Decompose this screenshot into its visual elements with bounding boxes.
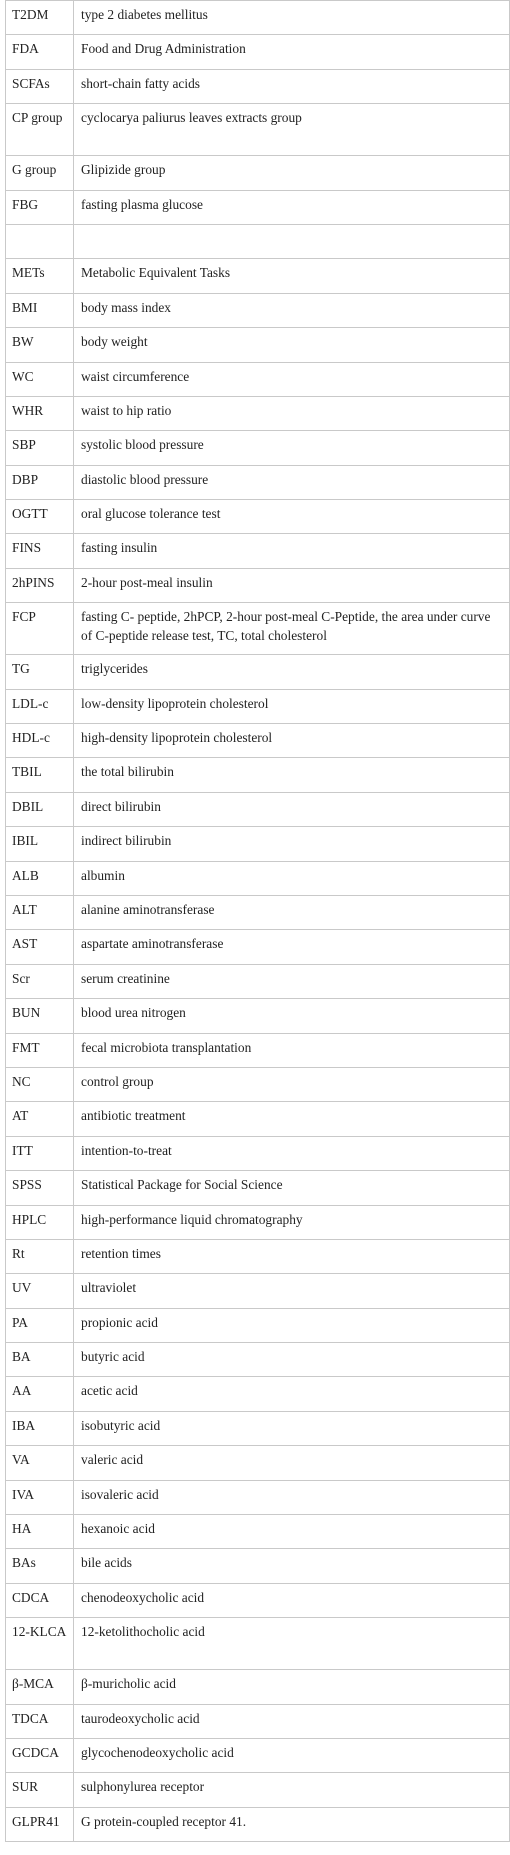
table-row — [6, 1549, 510, 1583]
abbreviation-cell: CDCA — [6, 1583, 74, 1617]
definition-cell — [74, 224, 510, 258]
definition-cell: triglycerides — [74, 655, 510, 689]
table-row — [6, 293, 510, 327]
definition-cell: diastolic blood pressure — [74, 465, 510, 499]
abbreviation-cell — [6, 224, 74, 258]
definition-cell: alanine aminotransferase — [74, 895, 510, 929]
table-row — [6, 1446, 510, 1480]
definition-cell: 2-hour post-meal insulin — [74, 568, 510, 602]
table-row — [6, 1239, 510, 1273]
definition-cell: oral glucose tolerance test — [74, 500, 510, 534]
abbreviations-table-container — [5, 0, 510, 1842]
definition-cell: Statistical Package for Social Science — [74, 1171, 510, 1205]
definition-cell: aspartate aminotransferase — [74, 930, 510, 964]
abbreviation-cell: HDL-c — [6, 724, 74, 758]
abbreviation-cell: SUR — [6, 1773, 74, 1807]
abbreviation-cell: SBP — [6, 431, 74, 465]
abbreviation-cell: ALB — [6, 861, 74, 895]
definition-cell: short-chain fatty acids — [74, 69, 510, 103]
definition-cell: serum creatinine — [74, 964, 510, 998]
table-row — [6, 724, 510, 758]
definition-cell: direct bilirubin — [74, 792, 510, 826]
table-row — [6, 827, 510, 861]
abbreviation-cell: IBIL — [6, 827, 74, 861]
definition-cell: taurodeoxycholic acid — [74, 1704, 510, 1738]
abbreviation-cell: ITT — [6, 1136, 74, 1170]
abbreviation-cell: GLPR41 — [6, 1807, 74, 1841]
abbreviation-cell: BAs — [6, 1549, 74, 1583]
abbreviation-cell: HPLC — [6, 1205, 74, 1239]
abbreviation-cell: FINS — [6, 534, 74, 568]
table-row — [6, 1067, 510, 1101]
table-row — [6, 396, 510, 430]
definition-cell: butyric acid — [74, 1343, 510, 1377]
table-row — [6, 603, 510, 655]
table-row — [6, 1308, 510, 1342]
definition-cell: hexanoic acid — [74, 1515, 510, 1549]
abbreviation-cell: DBIL — [6, 792, 74, 826]
abbreviation-cell: BMI — [6, 293, 74, 327]
table-row — [6, 1136, 510, 1170]
abbreviation-cell: FBG — [6, 190, 74, 224]
table-row — [6, 1205, 510, 1239]
table-row — [6, 1274, 510, 1308]
table-row — [6, 1102, 510, 1136]
table-row — [6, 328, 510, 362]
table-row — [6, 792, 510, 826]
table-row — [6, 259, 510, 293]
definition-cell: isobutyric acid — [74, 1411, 510, 1445]
abbreviation-cell: FCP — [6, 603, 74, 655]
definition-cell: low-density lipoprotein cholesterol — [74, 689, 510, 723]
abbreviation-cell: IVA — [6, 1480, 74, 1514]
table-row — [6, 1807, 510, 1841]
abbreviation-cell: BUN — [6, 999, 74, 1033]
table-row — [6, 69, 510, 103]
table-row — [6, 104, 510, 156]
table-row — [6, 156, 510, 190]
table-row — [6, 431, 510, 465]
definition-cell: waist circumference — [74, 362, 510, 396]
definition-cell: systolic blood pressure — [74, 431, 510, 465]
table-row — [6, 362, 510, 396]
abbreviations-table — [5, 0, 510, 1842]
table-row — [6, 655, 510, 689]
abbreviation-cell: CP group — [6, 104, 74, 156]
definition-cell: β-muricholic acid — [74, 1670, 510, 1704]
table-row — [6, 930, 510, 964]
abbreviation-cell: 2hPINS — [6, 568, 74, 602]
abbreviation-cell: WC — [6, 362, 74, 396]
definition-cell: fasting insulin — [74, 534, 510, 568]
abbreviation-cell: AT — [6, 1102, 74, 1136]
definition-cell: fecal microbiota transplantation — [74, 1033, 510, 1067]
abbreviation-cell: LDL-c — [6, 689, 74, 723]
definition-cell: fasting plasma glucose — [74, 190, 510, 224]
definition-cell: propionic acid — [74, 1308, 510, 1342]
definition-cell: high-density lipoprotein cholesterol — [74, 724, 510, 758]
abbreviation-cell: AST — [6, 930, 74, 964]
abbreviation-cell: OGTT — [6, 500, 74, 534]
table-row — [6, 1, 510, 35]
table-row — [6, 861, 510, 895]
abbreviation-cell: TBIL — [6, 758, 74, 792]
table-row — [6, 1515, 510, 1549]
abbreviation-cell: DBP — [6, 465, 74, 499]
table-row — [6, 1773, 510, 1807]
definition-cell: intention-to-treat — [74, 1136, 510, 1170]
table-row — [6, 1670, 510, 1704]
table-row — [6, 500, 510, 534]
table-row — [6, 1583, 510, 1617]
table-row — [6, 689, 510, 723]
table-row — [6, 1704, 510, 1738]
definition-cell: glycochenodeoxycholic acid — [74, 1738, 510, 1772]
table-row — [6, 1377, 510, 1411]
definition-cell: antibiotic treatment — [74, 1102, 510, 1136]
abbreviations-table-body — [6, 1, 510, 1842]
definition-cell: blood urea nitrogen — [74, 999, 510, 1033]
definition-cell: albumin — [74, 861, 510, 895]
definition-cell: 12-ketolithocholic acid — [74, 1618, 510, 1670]
abbreviation-cell: NC — [6, 1067, 74, 1101]
definition-cell: body weight — [74, 328, 510, 362]
definition-cell: retention times — [74, 1239, 510, 1273]
table-row — [6, 568, 510, 602]
definition-cell: acetic acid — [74, 1377, 510, 1411]
abbreviation-cell: 12-KLCA — [6, 1618, 74, 1670]
definition-cell: high-performance liquid chromatography — [74, 1205, 510, 1239]
table-row — [6, 758, 510, 792]
abbreviation-cell: Rt — [6, 1239, 74, 1273]
definition-cell: valeric acid — [74, 1446, 510, 1480]
table-row — [6, 964, 510, 998]
abbreviation-cell: FDA — [6, 35, 74, 69]
abbreviation-cell: FMT — [6, 1033, 74, 1067]
abbreviation-cell: SPSS — [6, 1171, 74, 1205]
definition-cell: body mass index — [74, 293, 510, 327]
abbreviation-cell: β-MCA — [6, 1670, 74, 1704]
abbreviation-cell: IBA — [6, 1411, 74, 1445]
abbreviation-cell: METs — [6, 259, 74, 293]
table-row — [6, 895, 510, 929]
abbreviation-cell: Scr — [6, 964, 74, 998]
table-row — [6, 1618, 510, 1670]
definition-cell: fasting C- peptide, 2hPCP, 2-hour post-meal C-Peptide, the area under curve of C-peptide release test, TC, total cholesterol — [74, 603, 510, 655]
table-row — [6, 999, 510, 1033]
table-row — [6, 190, 510, 224]
definition-cell: indirect bilirubin — [74, 827, 510, 861]
abbreviation-cell: WHR — [6, 396, 74, 430]
table-row — [6, 1480, 510, 1514]
table-row — [6, 1033, 510, 1067]
definition-cell: G protein-coupled receptor 41. — [74, 1807, 510, 1841]
abbreviation-cell: PA — [6, 1308, 74, 1342]
definition-cell: ultraviolet — [74, 1274, 510, 1308]
table-row — [6, 1171, 510, 1205]
abbreviation-cell: HA — [6, 1515, 74, 1549]
abbreviation-cell: BW — [6, 328, 74, 362]
abbreviation-cell: T2DM — [6, 1, 74, 35]
abbreviation-cell: SCFAs — [6, 69, 74, 103]
abbreviation-cell: TDCA — [6, 1704, 74, 1738]
definition-cell: isovaleric acid — [74, 1480, 510, 1514]
abbreviation-cell: ALT — [6, 895, 74, 929]
table-row — [6, 1343, 510, 1377]
table-row — [6, 224, 510, 258]
table-row — [6, 534, 510, 568]
definition-cell: cyclocarya paliurus leaves extracts group — [74, 104, 510, 156]
definition-cell: the total bilirubin — [74, 758, 510, 792]
table-row — [6, 1411, 510, 1445]
abbreviation-cell: UV — [6, 1274, 74, 1308]
definition-cell: Food and Drug Administration — [74, 35, 510, 69]
definition-cell: waist to hip ratio — [74, 396, 510, 430]
abbreviation-cell: VA — [6, 1446, 74, 1480]
definition-cell: control group — [74, 1067, 510, 1101]
table-row — [6, 35, 510, 69]
table-row — [6, 1738, 510, 1772]
abbreviation-cell: GCDCA — [6, 1738, 74, 1772]
definition-cell: Metabolic Equivalent Tasks — [74, 259, 510, 293]
definition-cell: sulphonylurea receptor — [74, 1773, 510, 1807]
abbreviation-cell: BA — [6, 1343, 74, 1377]
definition-cell: bile acids — [74, 1549, 510, 1583]
definition-cell: Glipizide group — [74, 156, 510, 190]
abbreviation-cell: TG — [6, 655, 74, 689]
definition-cell: type 2 diabetes mellitus — [74, 1, 510, 35]
abbreviation-cell: G group — [6, 156, 74, 190]
abbreviation-cell: AA — [6, 1377, 74, 1411]
table-row — [6, 465, 510, 499]
definition-cell: chenodeoxycholic acid — [74, 1583, 510, 1617]
